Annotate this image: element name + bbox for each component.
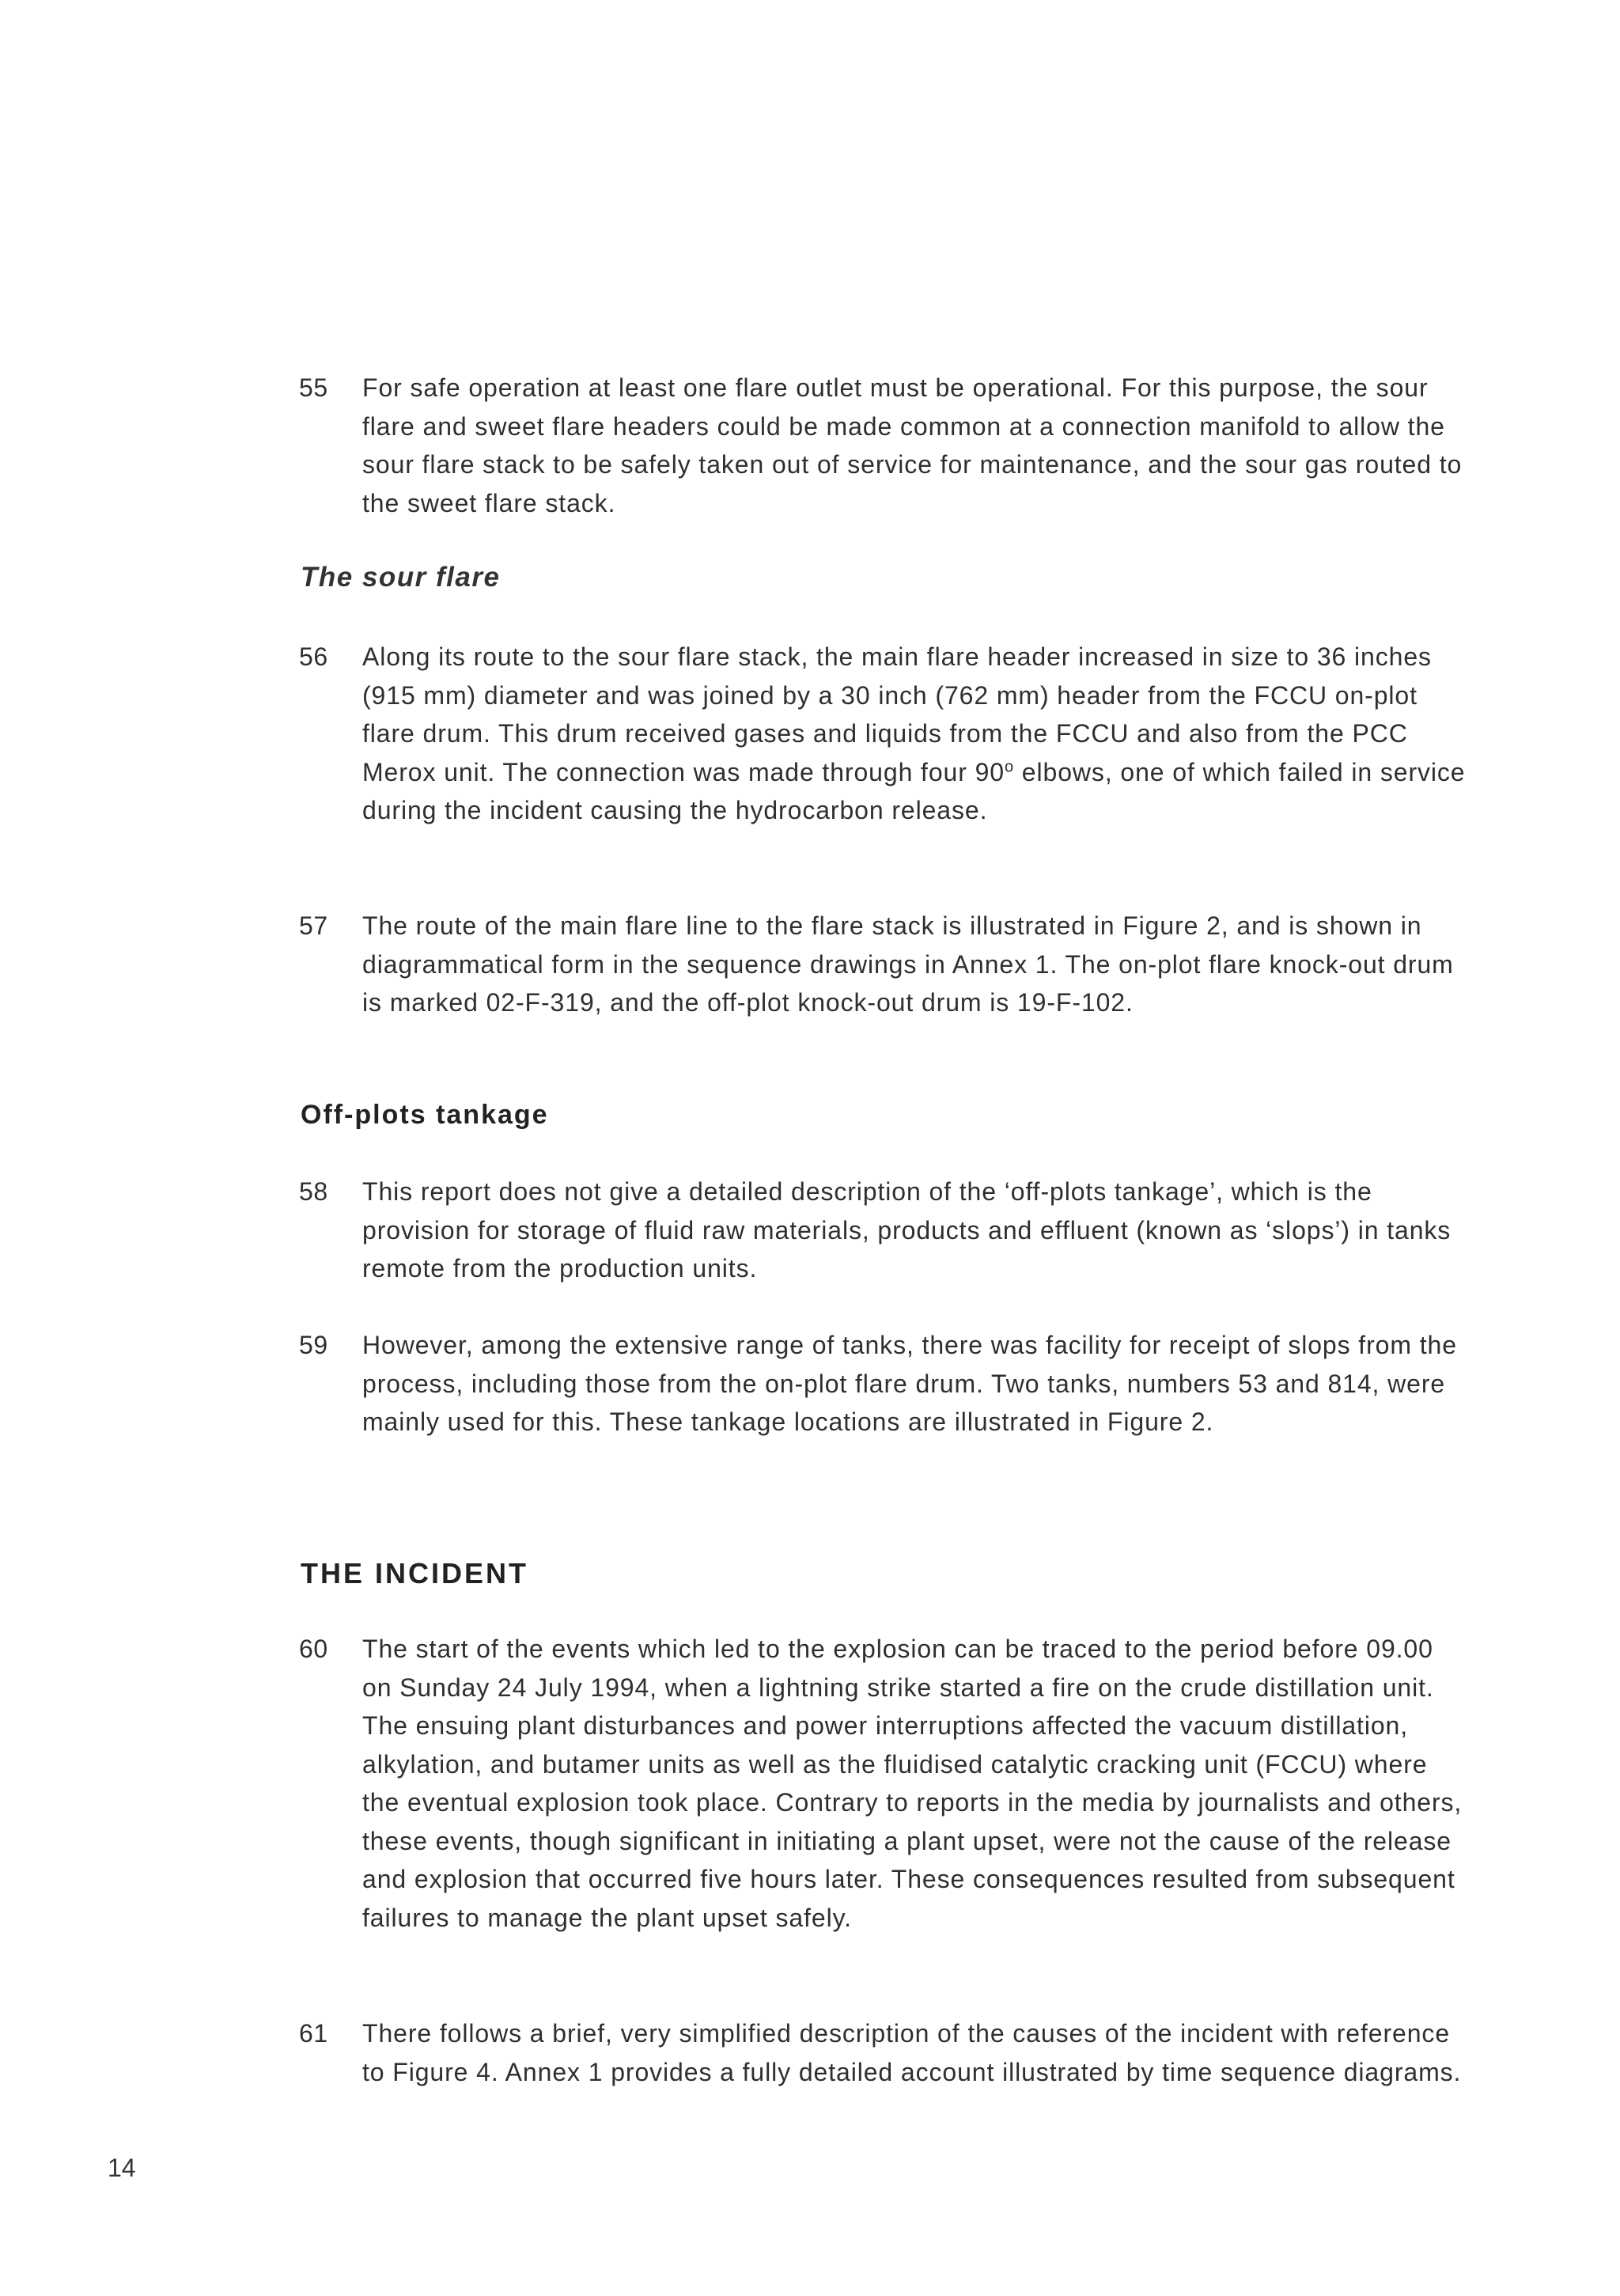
paragraph-text: The start of the events which led to the explosion can be traced to the period before 09.00 on Sunday 24 July 1994, when a lightning strike started a fire on the crude distillation unit. The ensuing plant disturbances and power interruptions affected the vacuum distillation, alkylation, and butamer units as well as the fluidised catalytic cracking unit (FCCU) where the eventual explosion took place. Contrary to reports in the media by journalists and others, these events, though significant in initiating a plant upset, were not the cause of the release and explosion that occurred five hours later. These consequences resulted from subsequent failures to manage the plant upset safely.: [362, 1635, 1463, 1932]
paragraph-text: The route of the main flare line to the flare stack is illustrated in Figure 2, and is shown in diagrammatical form in the sequence drawings in Annex 1. The on-plot flare knock-out drum is marked 02-F-319, and the off-plot knock-out drum is 19-F-102.: [362, 911, 1454, 1017]
paragraph-number: 55: [299, 373, 328, 402]
section-heading-off-plots-tankage: Off-plots tankage: [301, 1100, 549, 1130]
paragraph-55: [299, 369, 1470, 522]
paragraph-text: For safe operation at least one flare outlet must be operational. For this purpose, the sour flare and sweet flare headers could be made common at a connection manifold to allow the sour flare stack to be safely taken out of service for maintenance, and the sour gas routed to the sweet flare stack.: [362, 373, 1463, 517]
paragraph-text: [362, 638, 1470, 830]
paragraph-text: There follows a brief, very simplified description of the causes of the incident with reference to Figure 4. Annex 1 provides a fully detailed account illustrated by time sequence diagrams.: [362, 2019, 1462, 2086]
paragraph-text: However, among the extensive range of tanks, there was facility for receipt of slops from the process, including those from the on-plot flare drum. Two tanks, numbers 53 and 814, were mainly used for this. These tankage locations are illustrated in Figure 2.: [362, 1331, 1457, 1436]
paragraph-number: 61: [299, 2019, 328, 2048]
paragraph-56: [299, 638, 1470, 830]
paragraph-number: 57: [299, 911, 328, 940]
degree-superscript: o: [1004, 757, 1015, 775]
paragraph-58: [299, 1173, 1470, 1288]
paragraph-number: 56: [299, 642, 328, 671]
paragraph-59: [299, 1326, 1470, 1442]
paragraph-number: 59: [299, 1331, 328, 1359]
paragraph-number: 58: [299, 1177, 328, 1206]
paragraph-text: This report does not give a detailed description of the ‘off-plots tankage’, which is the provision for storage of fluid raw materials, products and effluent (known as ‘slops’) in tanks remote from the production units.: [362, 1177, 1452, 1283]
paragraph-text-part: elbows, one of which failed in service during the incident causing the hydrocarbon release.: [362, 757, 1466, 824]
paragraph-57: [299, 907, 1470, 1022]
paragraph-60: [299, 1630, 1470, 1937]
section-heading-the-incident: THE INCIDENT: [301, 1557, 528, 1589]
paragraph-number: 60: [299, 1635, 328, 1663]
paragraph-61: [299, 2014, 1470, 2091]
paragraph-text-part: Along its route to the sour flare stack, the main flare header increased in size to 36 inches (915 mm) diameter and was joined by a 30 inch (762 mm) header from the FCCU on-plot flare drum. This drum received gases and liquids from the FCCU and also from the PCC Merox unit. The connection was made through four 90: [362, 642, 1432, 786]
section-heading-sour-flare: The sour flare: [301, 562, 501, 593]
page-number: 14: [108, 2154, 136, 2182]
